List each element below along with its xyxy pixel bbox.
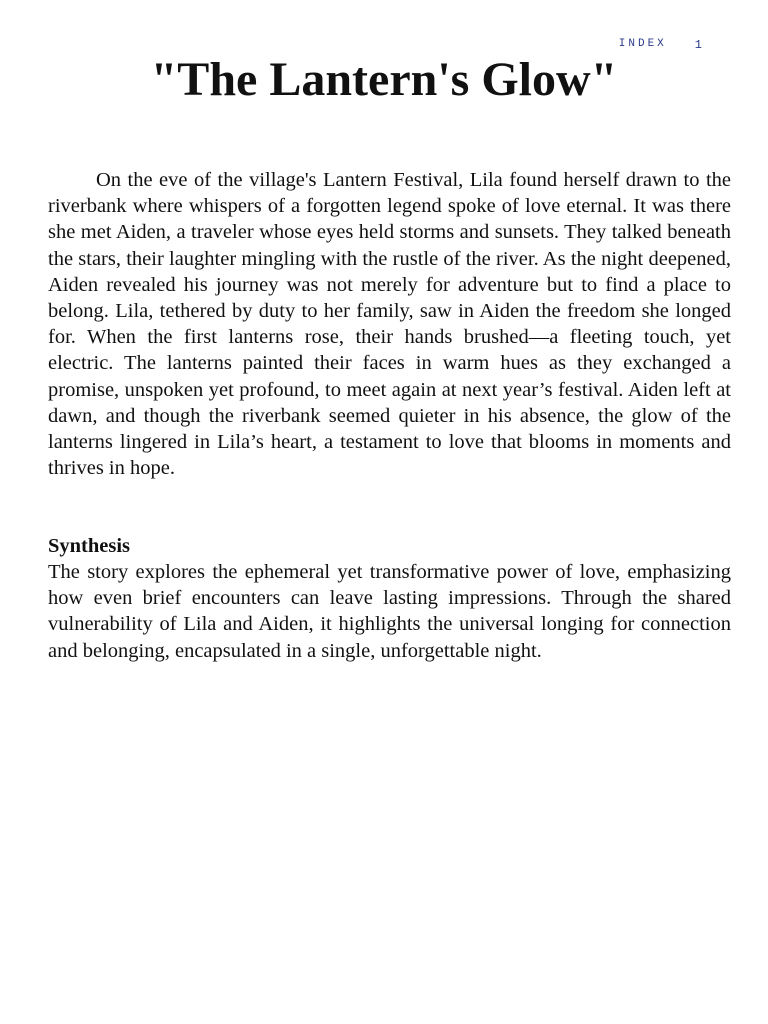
synthesis-paragraph: The story explores the ephemeral yet transformative power of love, emphasizing how even brief encounters can leave lasting impressions. Through the shared vulnerability of Lila and Aiden, it highlights the universal longing for connection and belonging, encapsulated in a single, unforgettable night. [48,561,731,662]
page-number: 1 [694,38,702,52]
synthesis-heading: Synthesis [48,535,131,557]
story-paragraph: On the eve of the village's Lantern Festival, Lila found herself drawn to the riverbank where whispers of a forgotten legend spoke of love eternal. It was there she met Aiden, a traveler whose eyes held storms and sunsets. They talked beneath the stars, their laughter mingling with the rustle of the river. As the night deepened, Aiden revealed his journey was not merely for adventure but to find a place to belong. Lila, tethered by duty to her family, saw in Aiden the freedom she longed for. When the first lanterns rose, their hands brushed—a fleeting touch, yet electric. The lanterns painted their faces in warm hues as they exchanged a promise, unspoken yet profound, to meet again at next year’s festival. Aiden left at dawn, and though the riverbank seemed quieter in his absence, the glow of the lanterns lingered in Lila’s heart, a testament to love that blooms in moments and thrives in hope. [48,169,731,480]
page-header [619,38,702,52]
index-label: INDEX [618,38,667,50]
document-title: "The Lantern's Glow" [150,53,618,106]
